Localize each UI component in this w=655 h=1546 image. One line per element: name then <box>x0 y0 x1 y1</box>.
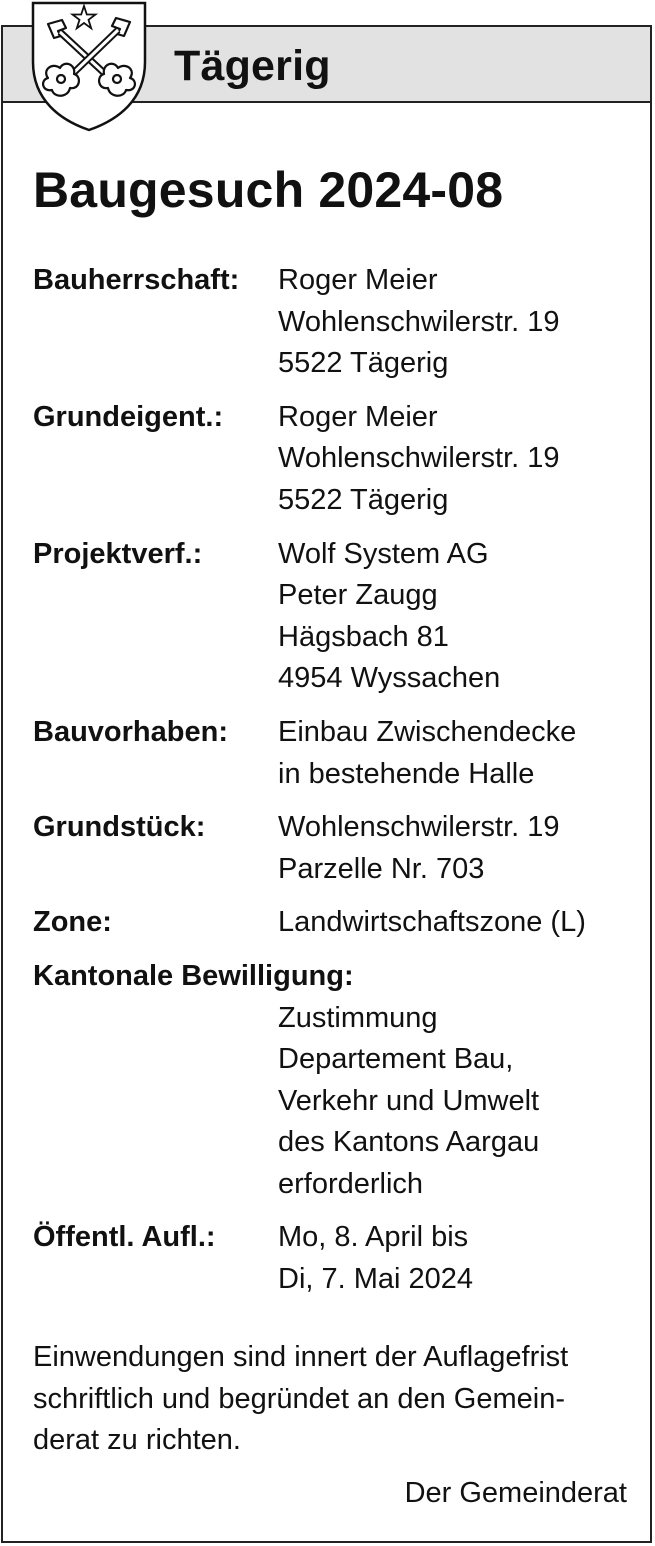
entry-bauherrschaft <box>33 260 633 385</box>
coat-of-arms-icon <box>28 0 150 132</box>
entry-line: in bestehende Halle <box>278 757 535 790</box>
entry-line: Verkehr und Umwelt <box>278 1084 540 1117</box>
entry-oeffentliche-auflage <box>33 1217 633 1300</box>
entry-line: Roger Meier <box>278 264 438 296</box>
entry-line: Wohlenschwilerstr. 19 <box>278 442 560 475</box>
entry-bauvorhaben <box>33 712 633 795</box>
entry-line: Di, 7. Mai 2024 <box>278 1263 474 1296</box>
entry-line: Roger Meier <box>278 400 438 433</box>
entry-value <box>33 998 633 1206</box>
entry-label: Öffentl. Aufl.: <box>33 1221 216 1254</box>
entry-value <box>278 712 633 795</box>
entry-line: erforderlich <box>278 1167 424 1200</box>
entry-line: Peter Zaugg <box>278 579 438 612</box>
entry-projektverfasser <box>33 534 633 700</box>
entry-line: Hägsbach 81 <box>278 620 449 653</box>
entry-value <box>278 534 633 700</box>
entry-line: Wohlenschwilerstr. 19 <box>278 305 560 338</box>
note-line: schriftlich und begründet an den Gemein- <box>33 1382 565 1415</box>
entry-list <box>33 260 633 1313</box>
municipality-name: Tägerig <box>174 42 331 90</box>
entry-label: Kantonale Bewilligung: <box>33 959 354 992</box>
entry-line: Landwirtschaftszone (L) <box>278 906 586 939</box>
entry-value <box>278 807 633 890</box>
entry-value <box>278 1217 633 1300</box>
entry-line: 5522 Tägerig <box>278 347 449 380</box>
note-line: Einwendungen sind innert der Auflagefrist <box>33 1341 569 1373</box>
note-line: derat zu richten. <box>33 1424 241 1457</box>
entry-line: Einbau Zwischendecke <box>278 715 577 748</box>
entry-line: Wohlenschwilerstr. 19 <box>278 811 560 844</box>
entry-value <box>278 902 633 944</box>
entry-line: Departement Bau, <box>278 1043 514 1076</box>
entry-kantonale-bewilligung <box>33 956 633 1206</box>
entry-line: Zustimmung <box>278 1001 438 1034</box>
page-title: Baugesuch 2024-08 <box>33 162 504 218</box>
entry-line: 5522 Tägerig <box>278 483 449 516</box>
entry-zone <box>33 902 633 944</box>
entry-label: Projektverf.: <box>33 537 203 570</box>
entry-line: Wolf System AG <box>278 537 489 570</box>
entry-line: 4954 Wyssachen <box>278 662 501 695</box>
entry-grundstueck <box>33 807 633 890</box>
entry-label: Grundstück: <box>33 811 206 844</box>
entry-line: Mo, 8. April bis <box>278 1221 469 1254</box>
entry-label: Bauvorhaben: <box>33 715 228 748</box>
entry-line: Parzelle Nr. 703 <box>278 852 485 885</box>
signature: Der Gemeinderat <box>404 1477 627 1509</box>
objection-note <box>33 1337 633 1462</box>
entry-value <box>278 397 633 522</box>
entry-label: Grundeigent.: <box>33 400 224 433</box>
entry-line: des Kantons Aargau <box>278 1126 540 1159</box>
entry-label: Zone: <box>33 906 112 939</box>
entry-grundeigentuemer <box>33 397 633 522</box>
entry-label: Bauherrschaft: <box>33 264 240 296</box>
entry-value <box>278 260 633 385</box>
